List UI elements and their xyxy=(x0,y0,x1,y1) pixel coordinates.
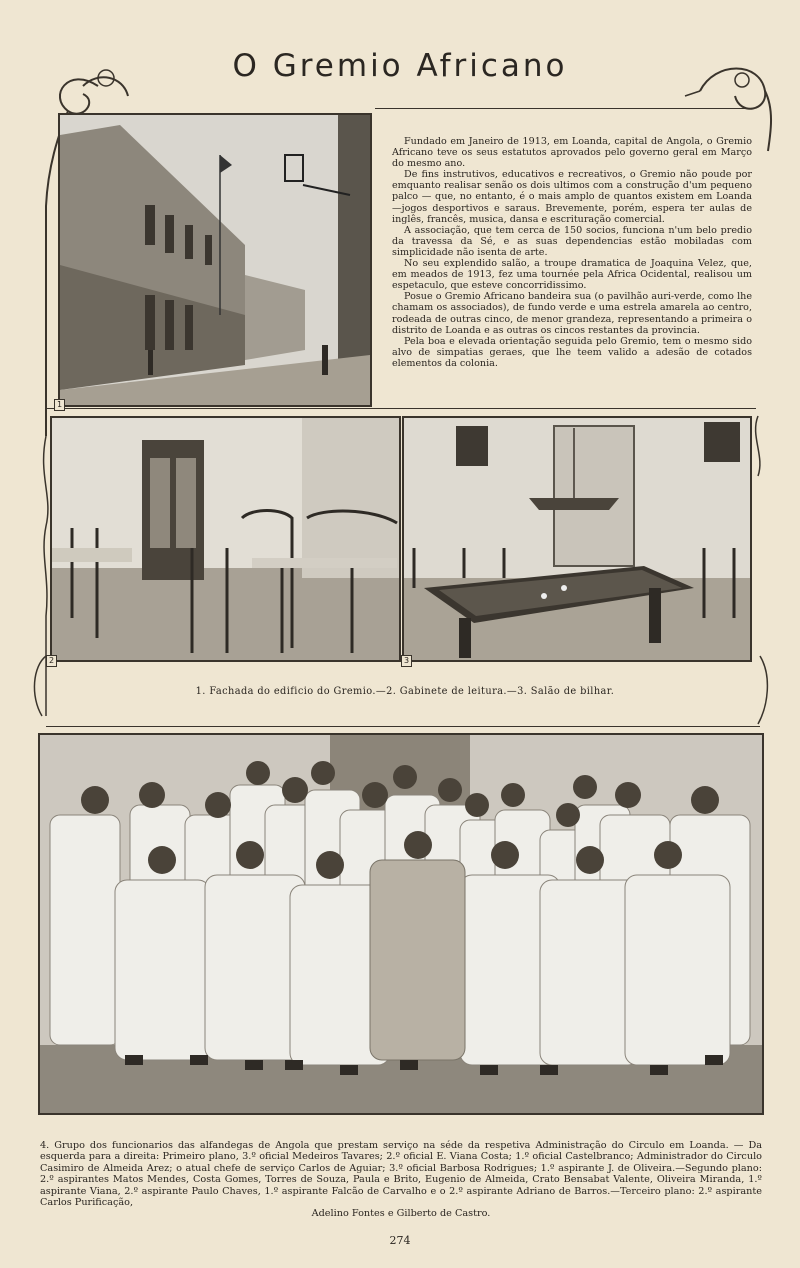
photos-caption: 1. Fachada do edificio do Gremio.—2. Gabinete de leitura.—3. Salão de bilhar. xyxy=(195,686,615,697)
photo-number-1: 1 xyxy=(54,399,65,411)
page-number: 274 xyxy=(389,1234,411,1247)
reading-room-photo xyxy=(50,416,401,662)
frame-rule xyxy=(375,108,755,109)
group-caption xyxy=(40,1140,762,1220)
photo-number-2: 2 xyxy=(46,655,57,667)
group-caption-text: 4. Grupo dos funcionarios das alfandegas de Angola que prestam serviço na séde da respetiva Administração do Circulo em Loanda. — Da esquerda para a direita: Primeiro plano, 3.º oficial Medeiros Tavares; 2.º oficial E. Viana Costa; 1.º oficial Castelbranco; Administrador do Circulo Casimiro de Almeida Arez; o atual chefe de serviço Carlos de Aguiar; 3.º oficial Barbosa Rodrigues; 1.º aspirante J. de Oliveira.—Segundo plano: 2.º aspirantes Matos Mendes, Costa Gomes, Torres de Souza, Paula e Brito, Eugenio de Almeida, Crato Bensabat Valente, Oliveira Miranda, 1.º aspirante Viana, 2.º aspirante Paulo Chaves, 1.º aspirante Falcão de Carvalho e o 2.º aspirante Adriano de Barros.—Terceiro plano: 2.º aspirante Carlos Purificação, xyxy=(40,1140,762,1209)
photo-number-3: 3 xyxy=(401,655,412,667)
frame-rule xyxy=(46,408,756,409)
group-caption-last-line: Adelino Fontes e Gilberto de Castro. xyxy=(311,1208,491,1220)
billiard-room-photo xyxy=(402,416,752,662)
group-portrait-photo xyxy=(38,733,764,1115)
intro-paragraph: A associação, que tem cerca de 150 socios, funciona n'um belo predio da travessa da Sé, e as suas dependencias estão mobiladas com simplicidade não isenta de arte. xyxy=(392,224,752,258)
intro-paragraph: De fins instrutivos, educativos e recreativos, o Gremio não poude por emquanto realisar senão os dois ultimos com a construção d'um pequeno palco — que, no entanto, é o mais amplo de quantos existem em Loanda—jogos desportivos e saraus. Brevemente, porém, espera ter aulas de inglês, francês, musica, dansa e escrituração comercial. xyxy=(392,169,752,225)
intro-text xyxy=(392,136,752,369)
intro-paragraph: Posue o Gremio Africano bandeira sua (o pavilhão auri-verde, como lhe chamam os associados), de fundo verde e uma estrela amarela ao centro, rodeada de outras cinco, de menor grandeza, representando a primeira o distrito de Loanda e as outras os cincos restantes da provincia. xyxy=(392,291,752,336)
frame-rule xyxy=(46,726,760,727)
intro-paragraph: Fundado em Janeiro de 1913, em Loanda, capital de Angola, o Gremio Africano teve os seus estatutos aprovados pelo governo geral em Março do mesmo ano. xyxy=(392,136,752,170)
intro-paragraph: No seu explendido salão, a troupe dramatica de Joaquina Velez, que, em meados de 1913, fez uma tournée pela Africa Ocidental, realisou um espetaculo, que esteve concorridissimo. xyxy=(392,258,752,292)
intro-paragraph: Pela boa e elevada orientação seguida pelo Gremio, tem o mesmo sido alvo de simpatias geraes, que lhe teem valido a adesão de cotados elementos da colonia. xyxy=(392,335,752,369)
facade-photo xyxy=(58,113,372,407)
page-title: O Gremio Africano xyxy=(232,48,568,84)
